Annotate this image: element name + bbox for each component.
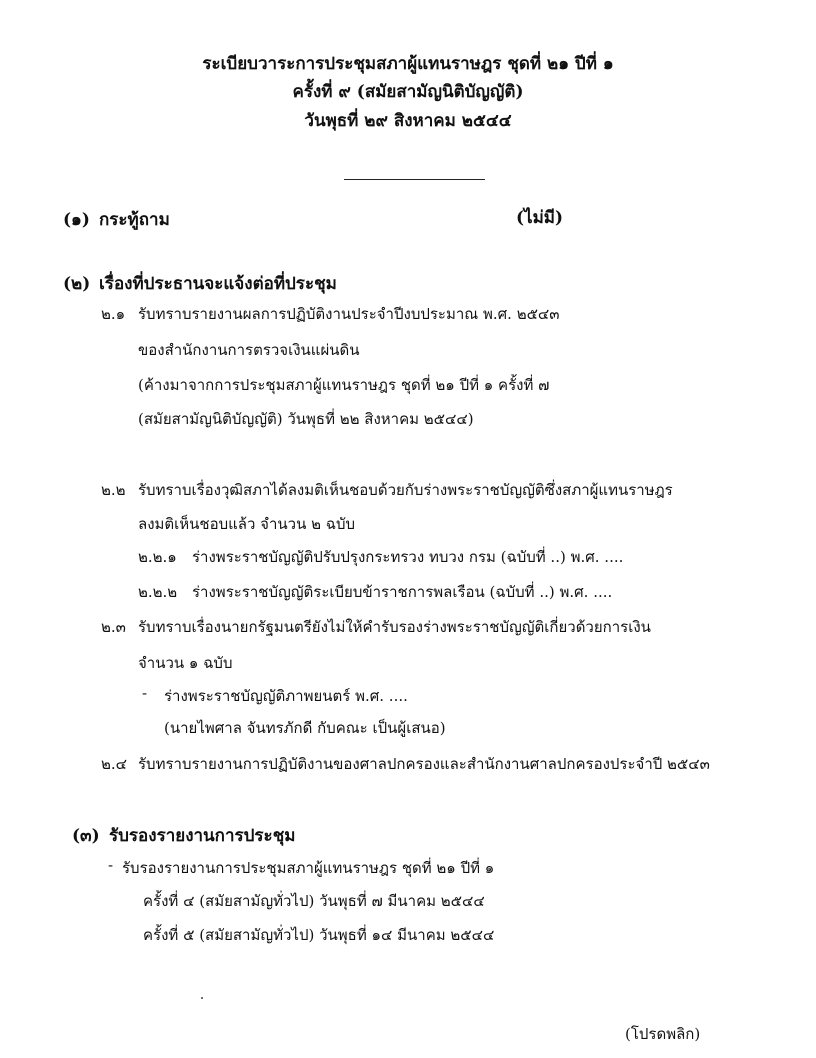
- item-2-2-2-text: ร่างพระราชบัญญัติระเบียบข้าราชการพลเรือน (ฉบับที่ ..) พ.ศ. ....: [192, 583, 613, 601]
- agenda-title: ระเบียบวาระการประชุมสภาผู้แทนราษฎร ชุดที่ ๒๑ ปีที่ ๑: [202, 54, 614, 74]
- section-3-title: รับรองรายงานการประชุม: [109, 826, 296, 846]
- section-3-dash: -: [108, 856, 114, 874]
- section-1-title: กระทู้ถาม: [99, 210, 170, 230]
- item-2-3-proposer: (นายไพศาล จันทรภักดี กับคณะ เป็นผู้เสนอ): [164, 719, 446, 737]
- section-3-line-3: ครั้งที่ ๕ (สมัยสามัญทั่วไป) วันพุธที่ ๑๔ มีนาคม ๒๕๔๔: [143, 926, 495, 944]
- item-2-2-1-number: ๒.๒.๑: [138, 548, 177, 566]
- session-line: ครั้งที่ ๙ (สมัยสามัญนิติบัญญัติ): [292, 82, 524, 102]
- section-2-title: เรื่องที่ประธานจะแจ้งต่อที่ประชุม: [99, 274, 337, 294]
- item-2-1-line-3: (ค้างมาจากการประชุมสภาผู้แทนราษฎร ชุดที่ ๒๑ ปีที่ ๑ ครั้งที่ ๗: [138, 376, 550, 394]
- please-turn-over-note: (โปรดพลิก): [625, 1025, 701, 1043]
- item-2-2-number: ๒.๒: [101, 481, 126, 499]
- header-divider: [344, 179, 485, 180]
- item-2-2-2-number: ๒.๒.๒: [138, 583, 178, 601]
- item-2-2-line-1: รับทราบเรื่องวุฒิสภาได้ลงมติเห็นชอบด้วยกับร่างพระราชบัญญัติซึ่งสภาผู้แทนราษฎร: [138, 481, 673, 499]
- item-2-3-bill: ร่างพระราชบัญญัติภาพยนตร์ พ.ศ. ....: [164, 687, 408, 705]
- section-3-number: (๓): [72, 826, 100, 846]
- item-2-4-line-1: รับทราบรายงานการปฏิบัติงานของศาลปกครองและสำนักงานศาลปกครองประจำปี ๒๕๔๓: [138, 755, 710, 773]
- section-3-line-2: ครั้งที่ ๔ (สมัยสามัญทั่วไป) วันพุธที่ ๗ มีนาคม ๒๕๔๔: [143, 892, 485, 910]
- meeting-date: วันพุธที่ ๒๙ สิงหาคม ๒๕๔๔: [304, 111, 512, 131]
- item-2-1-line-1: รับทราบรายงานผลการปฏิบัติงานประจำปีงบประมาณ พ.ศ. ๒๕๔๓: [138, 305, 560, 323]
- section-3-line-1: รับรองรายงานการประชุมสภาผู้แทนราษฎร ชุดที่ ๒๑ ปีที่ ๑: [122, 859, 495, 877]
- item-2-3-line-1: รับทราบเรื่องนายกรัฐมนตรียังไม่ให้คำรับรองร่างพระราชบัญญัติเกี่ยวด้วยการเงิน: [138, 618, 651, 636]
- item-2-2-line-2: ลงมติเห็นชอบแล้ว จำนวน ๒ ฉบับ: [138, 515, 356, 533]
- item-2-2-1-text: ร่างพระราชบัญญัติปรับปรุงกระทรวง ทบวง กรม (ฉบับที่ ..) พ.ศ. ....: [192, 548, 624, 566]
- item-2-3-number: ๒.๓: [101, 618, 126, 636]
- item-2-4-number: ๒.๔: [101, 755, 128, 773]
- item-2-3-dash: -: [142, 684, 148, 702]
- item-2-3-line-2: จำนวน ๑ ฉบับ: [138, 654, 233, 672]
- scan-speck: [201, 997, 203, 999]
- section-1-none-note: (ไม่มี): [516, 208, 564, 228]
- item-2-1-line-2: ของสำนักงานการตรวจเงินแผ่นดิน: [138, 341, 360, 359]
- item-2-1-line-4: (สมัยสามัญนิติบัญญัติ) วันพุธที่ ๒๒ สิงหาคม ๒๕๔๔): [138, 410, 474, 428]
- section-2-number: (๒): [63, 274, 91, 294]
- section-1-number: (๑): [63, 210, 90, 230]
- item-2-1-number: ๒.๑: [101, 305, 126, 323]
